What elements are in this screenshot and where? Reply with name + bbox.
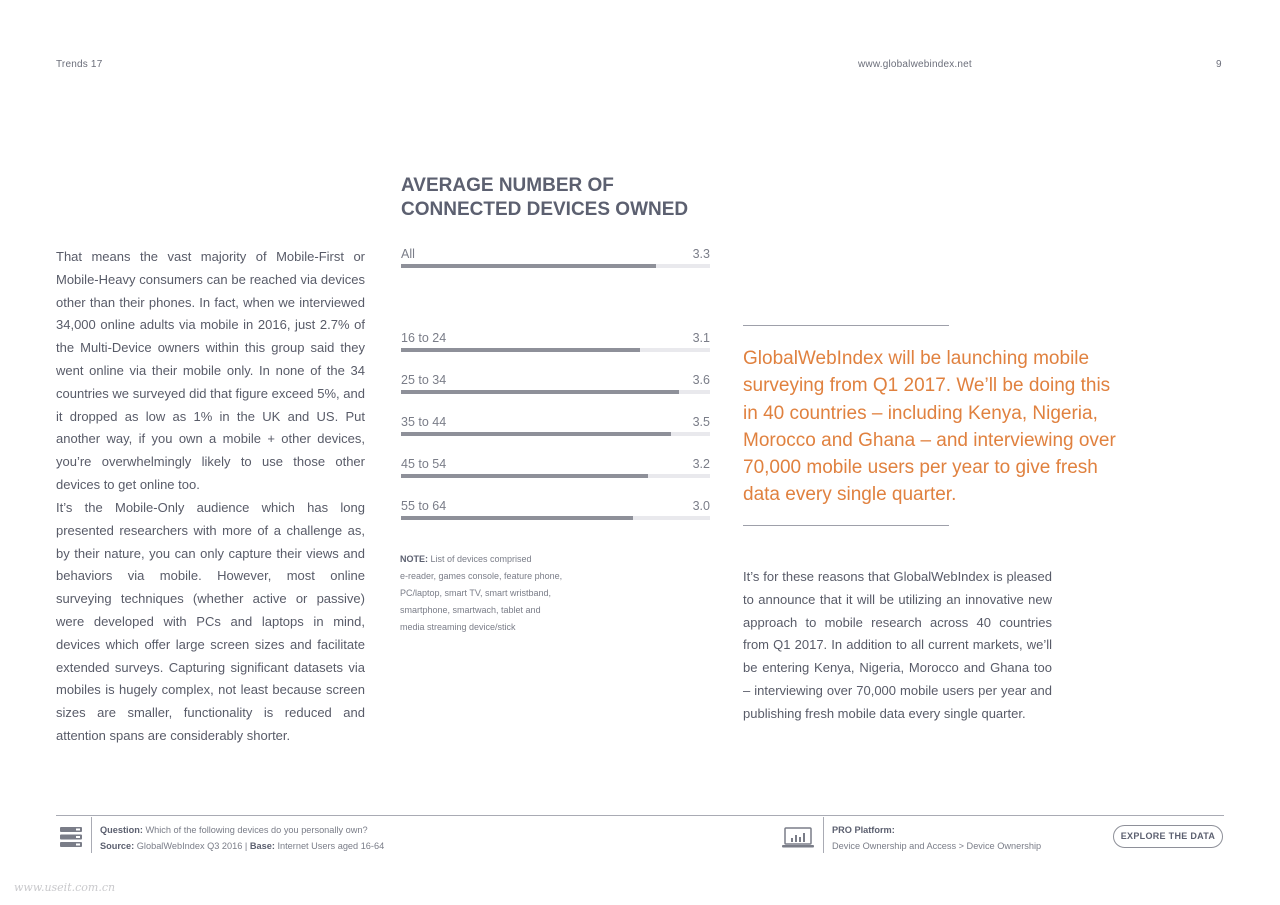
bar-label: 16 to 24 — [401, 331, 447, 345]
bar-track — [401, 474, 710, 478]
footer-divider-left — [91, 817, 92, 853]
source-text: GlobalWebIndex Q3 2016 — [136, 841, 243, 851]
note-line: List of devices comprised — [430, 554, 532, 564]
left-paragraph-2: It’s the Mobile-Only audience which has long presented researchers with more of a challenge as, by their nature, you can only capture their views and behaviors via mobile. However, most online surveying techniques (whether active or passive) were developed with PCs and laptops in mind, devices which offer large screen sizes and facilitate extended surveys. Capturing significant datasets via mobiles is hugely complex, not least because screen sizes are smaller, functionality is reduced and attention spans are considerably shorter. — [56, 500, 365, 743]
bar-track — [401, 516, 710, 520]
watermark: www.useit.com.cn — [14, 881, 116, 894]
note-line: media streaming device/stick — [400, 622, 516, 632]
note-label: NOTE: — [400, 554, 428, 564]
laptop-chart-icon — [782, 827, 814, 849]
right-paragraph: It’s for these reasons that GlobalWebIndex is pleased to announce that it will be utilizing an innovative new approach to mobile research across 40 countries from Q1 2017. In addition to all current markets, we’ll be entering Kenya, Nigeria, Morocco and Ghana too – interviewing over 70,000 mobile users per year and publishing fresh mobile data every single quarter. — [743, 569, 1052, 721]
bar-track — [401, 264, 710, 268]
note-line: e-reader, games console, feature phone, — [400, 571, 563, 581]
bar-value: 3.3 — [692, 247, 710, 261]
bar-fill — [401, 390, 679, 394]
note-line: PC/laptop, smart TV, smart wristband, — [400, 588, 552, 598]
pro-platform-path[interactable]: Device Ownership and Access > Device Ownership — [832, 841, 1042, 851]
bar-fill — [401, 264, 656, 268]
header-url[interactable]: www.globalwebindex.net — [858, 59, 972, 70]
bar-track — [401, 390, 710, 394]
page-number: 9 — [1216, 59, 1222, 70]
bar-fill — [401, 516, 633, 520]
bar-label: All — [401, 247, 415, 261]
bar-value: 3.1 — [692, 331, 710, 345]
chart-title — [401, 174, 721, 222]
header-left: Trends 17 — [56, 59, 103, 70]
bar-track — [401, 348, 710, 352]
footer-divider-right — [823, 817, 824, 853]
bar-track — [401, 432, 710, 436]
bar-value: 3.2 — [692, 457, 710, 471]
bar-value: 3.6 — [692, 373, 710, 387]
pull-quote: GlobalWebIndex will be launching mobile surveying from Q1 2017. We’ll be doing this in 40 countries – including Kenya, Nigeria, Morocco and Ghana – and interviewing over 70,000 mobile users per year to give fresh data every single quarter. — [743, 348, 1116, 506]
explore-data-button[interactable]: EXPLORE THE DATA — [1113, 825, 1223, 848]
footer-question-block — [100, 822, 700, 854]
note-line: smartphone, smartwach, tablet and — [400, 605, 541, 615]
quote-rule-top — [743, 325, 949, 326]
bar-fill — [401, 432, 671, 436]
quote-rule-bottom — [743, 525, 949, 526]
bar-fill — [401, 474, 648, 478]
bar-value: 3.5 — [692, 415, 710, 429]
bar-value: 3.0 — [692, 499, 710, 513]
chart-note — [400, 551, 600, 636]
source-label: Source: — [100, 841, 135, 851]
chart-title-line-2: CONNECTED DEVICES OWNED — [401, 199, 689, 220]
pro-platform-block — [832, 822, 1092, 854]
source-separator: | — [244, 841, 248, 851]
bar-fill — [401, 348, 640, 352]
bar-label: 35 to 44 — [401, 415, 447, 429]
base-label: Base: — [249, 841, 275, 851]
pro-platform-label: PRO Platform: — [832, 825, 895, 835]
database-icon — [60, 827, 82, 847]
base-text: Internet Users aged 16-64 — [277, 841, 385, 851]
footer-rule — [56, 815, 1224, 816]
bar-label: 45 to 54 — [401, 457, 447, 471]
question-text: Which of the following devices do you personally own? — [145, 825, 368, 835]
bar-label: 55 to 64 — [401, 499, 447, 513]
chart-title-line-1: AVERAGE NUMBER OF — [401, 175, 614, 196]
question-label: Question: — [100, 825, 143, 835]
bar-label: 25 to 34 — [401, 373, 447, 387]
left-paragraph-1: That means the vast majority of Mobile-First or Mobile-Heavy consumers can be reached via devices other than their phones. In fact, when we interviewed 34,000 online adults via mobile in 2016, just 2.7% of the Multi-Device owners within this group said they went online via their mobile only. In none of the 34 countries we surveyed did that figure exceed 5%, and it dropped as low as 1% in the UK and US. Put another way, if you own a mobile + other devices, you’re overwhelmingly likely to use those other devices to get online too. — [56, 249, 365, 492]
